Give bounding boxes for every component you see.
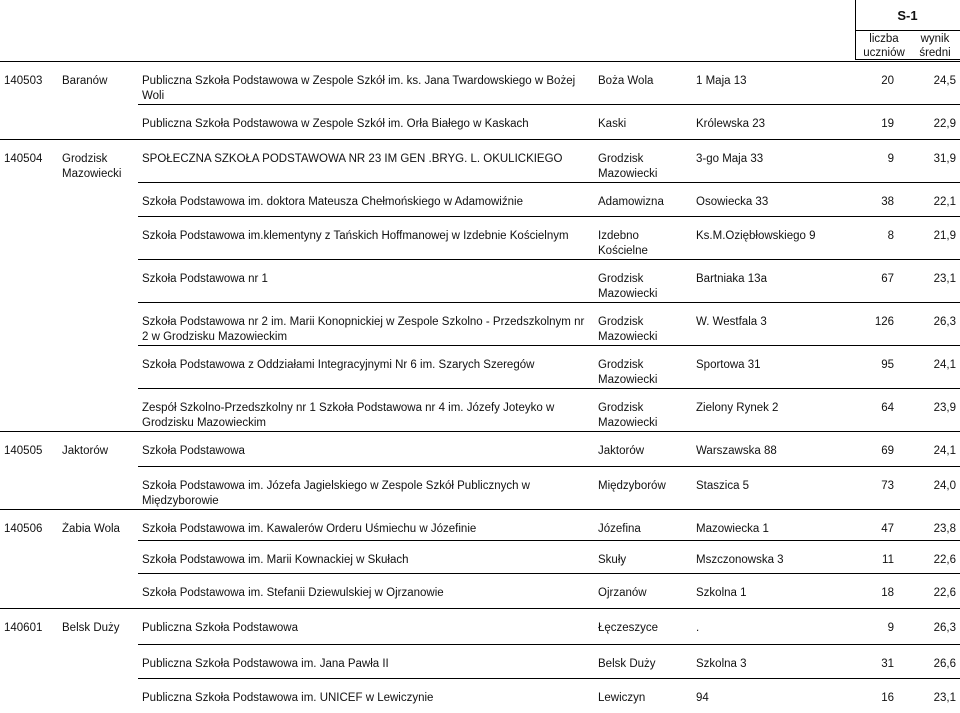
street-address: Szkolna 1 [692, 574, 838, 609]
average-score: 26,6 [898, 645, 960, 679]
table-row [0, 541, 960, 574]
average-score: 24,1 [898, 432, 960, 467]
district-code [0, 346, 58, 389]
student-count: 8 [838, 217, 898, 260]
col-students-header: liczba uczniów [858, 32, 910, 60]
street-address: Ks.M.Oziębłowskiego 9 [692, 217, 838, 260]
street-address: Szkolna 3 [692, 645, 838, 679]
school-name: Szkoła Podstawowa im. Stefanii Dziewulskiej w Ojrzanowie [138, 574, 594, 609]
district-code [0, 260, 58, 303]
gmina-name: Żabia Wola [58, 510, 138, 541]
town: Grodzisk Mazowiecki [594, 140, 692, 183]
district-code [0, 389, 58, 432]
average-score: 22,6 [898, 541, 960, 574]
street-address: . [692, 609, 838, 645]
table-row [0, 303, 960, 346]
student-count: 18 [838, 574, 898, 609]
town: Belsk Duży [594, 645, 692, 679]
town: Ojrzanów [594, 574, 692, 609]
street-address: 94 [692, 679, 838, 713]
gmina-name [58, 303, 138, 346]
header-divider [855, 30, 960, 31]
street-address: Mszczonowska 3 [692, 541, 838, 574]
town: Józefina [594, 510, 692, 541]
table-row [0, 432, 960, 467]
district-code [0, 645, 58, 679]
average-score: 26,3 [898, 303, 960, 346]
school-name: Publiczna Szkoła Podstawowa [138, 609, 594, 645]
average-score: 23,8 [898, 510, 960, 541]
district-code: 140503 [0, 62, 58, 105]
average-score: 31,9 [898, 140, 960, 183]
school-name: Publiczna Szkoła Podstawowa im. UNICEF w Lewiczynie [138, 679, 594, 713]
student-count: 16 [838, 679, 898, 713]
street-address: 1 Maja 13 [692, 62, 838, 105]
table-row [0, 574, 960, 609]
town: Izdebno Kościelne [594, 217, 692, 260]
school-name: Szkoła Podstawowa im.klementyny z Tańskich Hoffmanowej w Izdebnie Kościelnym [138, 217, 594, 260]
district-code: 140506 [0, 510, 58, 541]
student-count: 73 [838, 467, 898, 510]
street-address: Staszica 5 [692, 467, 838, 510]
student-count: 19 [838, 105, 898, 140]
gmina-name: Jaktorów [58, 432, 138, 467]
town: Grodzisk Mazowiecki [594, 346, 692, 389]
district-code [0, 105, 58, 140]
table-row [0, 62, 960, 105]
street-address: W. Westfala 3 [692, 303, 838, 346]
student-count: 38 [838, 183, 898, 217]
table-row [0, 105, 960, 140]
student-count: 9 [838, 609, 898, 645]
gmina-name: Belsk Duży [58, 609, 138, 645]
district-code [0, 679, 58, 713]
district-code: 140504 [0, 140, 58, 183]
table-row [0, 467, 960, 510]
average-score: 24,1 [898, 346, 960, 389]
gmina-name [58, 183, 138, 217]
school-name: Publiczna Szkoła Podstawowa im. Jana Pawła II [138, 645, 594, 679]
average-score: 22,6 [898, 574, 960, 609]
table-row [0, 645, 960, 679]
street-address: Bartniaka 13a [692, 260, 838, 303]
town: Grodzisk Mazowiecki [594, 389, 692, 432]
district-code: 140505 [0, 432, 58, 467]
street-address: 3-go Maja 33 [692, 140, 838, 183]
street-address: Królewska 23 [692, 105, 838, 140]
gmina-name [58, 467, 138, 510]
town: Grodzisk Mazowiecki [594, 303, 692, 346]
student-count: 47 [838, 510, 898, 541]
district-code: 140601 [0, 609, 58, 645]
gmina-name [58, 217, 138, 260]
average-score: 24,0 [898, 467, 960, 510]
col-score-header: wynik średni [910, 32, 960, 60]
gmina-name [58, 574, 138, 609]
town: Łęczeszyce [594, 609, 692, 645]
sheet-label: S-1 [855, 8, 960, 23]
gmina-name [58, 389, 138, 432]
town: Jaktorów [594, 432, 692, 467]
school-name: Zespół Szkolno-Przedszkolny nr 1 Szkoła Podstawowa nr 4 im. Józefy Joteyko w Grodzisku Mazowieckim [138, 389, 594, 432]
schools-table [0, 61, 960, 713]
street-address: Sportowa 31 [692, 346, 838, 389]
gmina-name [58, 645, 138, 679]
town: Skuły [594, 541, 692, 574]
school-name: Szkoła Podstawowa im. Marii Kownackiej w Skułach [138, 541, 594, 574]
school-name: Szkoła Podstawowa im. Józefa Jagielskiego w Zespole Szkół Publicznych w Międzyborowie [138, 467, 594, 510]
student-count: 69 [838, 432, 898, 467]
district-code [0, 217, 58, 260]
table-row [0, 183, 960, 217]
town: Boża Wola [594, 62, 692, 105]
gmina-name: Baranów [58, 62, 138, 105]
school-name: SPOŁECZNA SZKOŁA PODSTAWOWA NR 23 IM GEN .BRYG. L. OKULICKIEGO [138, 140, 594, 183]
school-name: Szkoła Podstawowa [138, 432, 594, 467]
district-code [0, 303, 58, 346]
gmina-name [58, 679, 138, 713]
district-code [0, 541, 58, 574]
average-score: 22,9 [898, 105, 960, 140]
gmina-name: Grodzisk Mazowiecki [58, 140, 138, 183]
street-address: Osowiecka 33 [692, 183, 838, 217]
school-name: Szkoła Podstawowa nr 2 im. Marii Konopnickiej w Zespole Szkolno - Przedszkolnym nr 2 w Grodzisku Mazowieckim [138, 303, 594, 346]
table-row [0, 389, 960, 432]
student-count: 20 [838, 62, 898, 105]
district-code [0, 574, 58, 609]
school-name: Szkoła Podstawowa im. Kawalerów Orderu Uśmiechu w Józefinie [138, 510, 594, 541]
student-count: 64 [838, 389, 898, 432]
street-address: Mazowiecka 1 [692, 510, 838, 541]
table-row [0, 140, 960, 183]
average-score: 21,9 [898, 217, 960, 260]
student-count: 11 [838, 541, 898, 574]
student-count: 31 [838, 645, 898, 679]
average-score: 23,1 [898, 679, 960, 713]
town: Adamowizna [594, 183, 692, 217]
school-name: Publiczna Szkoła Podstawowa w Zespole Szkół im. Orła Białego w Kaskach [138, 105, 594, 140]
district-code [0, 467, 58, 510]
town: Kaski [594, 105, 692, 140]
town: Międzyborów [594, 467, 692, 510]
student-count: 126 [838, 303, 898, 346]
school-name: Szkoła Podstawowa z Oddziałami Integracyjnymi Nr 6 im. Szarych Szeregów [138, 346, 594, 389]
table-row [0, 346, 960, 389]
gmina-name [58, 105, 138, 140]
average-score: 23,1 [898, 260, 960, 303]
gmina-name [58, 346, 138, 389]
average-score: 23,9 [898, 389, 960, 432]
average-score: 24,5 [898, 62, 960, 105]
student-count: 67 [838, 260, 898, 303]
gmina-name [58, 260, 138, 303]
street-address: Zielony Rynek 2 [692, 389, 838, 432]
table-row [0, 609, 960, 645]
average-score: 26,3 [898, 609, 960, 645]
town: Grodzisk Mazowiecki [594, 260, 692, 303]
street-address: Warszawska 88 [692, 432, 838, 467]
district-code [0, 183, 58, 217]
table-row [0, 260, 960, 303]
school-name: Szkoła Podstawowa im. doktora Mateusza Chełmońskiego w Adamowiźnie [138, 183, 594, 217]
average-score: 22,1 [898, 183, 960, 217]
table-row [0, 510, 960, 541]
school-name: Publiczna Szkoła Podstawowa w Zespole Szkół im. ks. Jana Twardowskiego w Bożej Woli [138, 62, 594, 105]
table-row [0, 217, 960, 260]
student-count: 95 [838, 346, 898, 389]
town: Lewiczyn [594, 679, 692, 713]
table-row [0, 679, 960, 713]
gmina-name [58, 541, 138, 574]
school-name: Szkoła Podstawowa nr 1 [138, 260, 594, 303]
student-count: 9 [838, 140, 898, 183]
